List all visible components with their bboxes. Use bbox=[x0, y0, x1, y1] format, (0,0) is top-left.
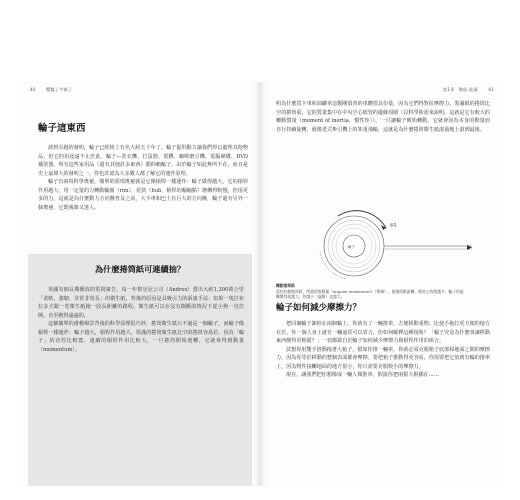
right-page bbox=[260, 82, 504, 486]
page-number: 41 bbox=[488, 87, 494, 92]
page-number: 40 bbox=[30, 87, 36, 92]
inertia-dashed-arc bbox=[320, 252, 346, 279]
running-header-book-title: 驚豔了牛頓了 bbox=[46, 87, 73, 92]
body-text bbox=[276, 100, 490, 134]
chapter-label: 第1章 bbox=[442, 87, 455, 92]
paragraph: 明為什麼貨卡車和油罐車這類剛偵查的車體很具份量，因為它們得對抗摩擦力，裝滿紙的捲筒比空的捲筒重，它的質量集中在中央空心紙管的邊緣周圍（以科學術語來說明，這就是它有較大的轉動慣量（moment of inertia，慣性矩））。一旦讓輪子開始轉動，它就會因為本身的動量而自行持續旋轉，就像老式牽引機上的笨重飛輪，這就是為什麼捲筒衛生紙滾過地上滾到最後。 bbox=[276, 101, 490, 133]
paragraph: 談到卓越的發明，輪子已經榜上有名大約五千年了。輪子提供動力讓我們得以處理其他物品，但它的用途遠不止於此。輪子—洗衣機、打蛋器、電鑽、咖啡磨豆機、電腦硬碟、DVD播放器，所有這些家用品（還有其他許多東西）都仰賴輪子，由於輪子如此無所不在，而且是史上最偉大的發明之一，你也許認為大多數人都了解它的運作原理。 bbox=[38, 145, 248, 177]
sidebar-paragraph: 這個簡單的滑稽場景背後的科學原理很巧妙，捲筒衛生紙只不過是一個輪子，而輪子像槓桿一樣運作：輪子越大，槓桿作用越大。裝滿的捲筒衛生紙比空的捲筒容易拉，因為「輪子」的直徑比較寬，連續的槓桿作用比較大，一旦捲筒開始迴轉，它就會得到動量（momentum）。 bbox=[38, 321, 244, 353]
left-page bbox=[20, 82, 260, 486]
paragraph: 試想你用雙手推動拖著大箱子，假如你推一輛車，你就必須克服箱子底部和地面之間的摩擦力，因為你等於移動的整個表面都會摩擦。要把箱子推動得更容易，你需要把它放到有輪的推車上，因為物件接觸地面的地方很小，你只需要克服較小的摩擦力。 bbox=[276, 346, 490, 370]
paragraph: 把同個輪子卸掉在兩個輪上，你就有了一輛推車，方便移動重物。比使手拖拉更方便的地方在於，你一個人身上就有一輛通常可以省力，但如何解釋這種現象？「輪子究竟為什麼會讓移動東西變得更輕鬆？」一切都源自於輪子如何減少摩擦力與槓桿作用的組合。 bbox=[276, 321, 490, 345]
hub-label: 輪子 bbox=[348, 245, 355, 249]
running-header-chapter bbox=[443, 87, 478, 93]
sidebar-title: 為什麼捲筒紙可連續抽？ bbox=[94, 264, 186, 274]
caption-text: 當你拉動捲筒時，所謂的角動量（angular momentum）（實線），使捲筒紙旋轉，捲筒上的紙越多，輪子的旋轉慣性就越大，你越小（虛線）也越大。 bbox=[276, 288, 464, 300]
figure-caption bbox=[276, 283, 466, 300]
sidebar-paragraph: 英國有個長期播放的電視廣告，每一年幫皇冠公司（Andrex）賣出大約1,300萬公里「柔軟、強韌、非常非常長」的衛生紙，背後的原因是具吸引力的訴諸手法：如果一隻拉布拉多犬跟一卷衛生紙跑一段長距離的路程，衛生紙可以在沒有撕斷的情況下從小狗一直拉開，直至跑得遠遠的。 bbox=[38, 287, 244, 319]
paragraph: 輪子有兩項科學奧祕，簡單的那項奧祕就是它像槓桿一樣運作：輪子做得越大，它的槓桿作用越大，用一定量的力轉動輪圈（rim），花鼓（hub，槓桿的輻軸點）磨轉得較慢，但用更多的力。這就是為什麼動力方向盤普及之前，大卡車和巴士有巨大的方向盤，輪子還有另外一個奧祕，它既複雜又迷人。 bbox=[38, 179, 248, 211]
section-heading: 輪子這東西 bbox=[38, 123, 86, 134]
section-heading: 輪子如何減少摩擦力？ bbox=[276, 303, 362, 313]
caption-title: 轉動捲筒紙 bbox=[276, 283, 295, 288]
sidebar-box bbox=[28, 254, 252, 486]
toilet-roll-diagram bbox=[276, 208, 486, 280]
momentum-label: 動量 bbox=[390, 223, 397, 227]
body-text bbox=[276, 320, 490, 380]
paragraph: 現在，讓我們把你想像成一輛人類推車，假設你把兩根大棍插在…… bbox=[286, 372, 439, 379]
body-text bbox=[38, 144, 248, 212]
toilet-roll-figure bbox=[276, 208, 486, 280]
chapter-title: 動能·能量 bbox=[458, 87, 478, 92]
